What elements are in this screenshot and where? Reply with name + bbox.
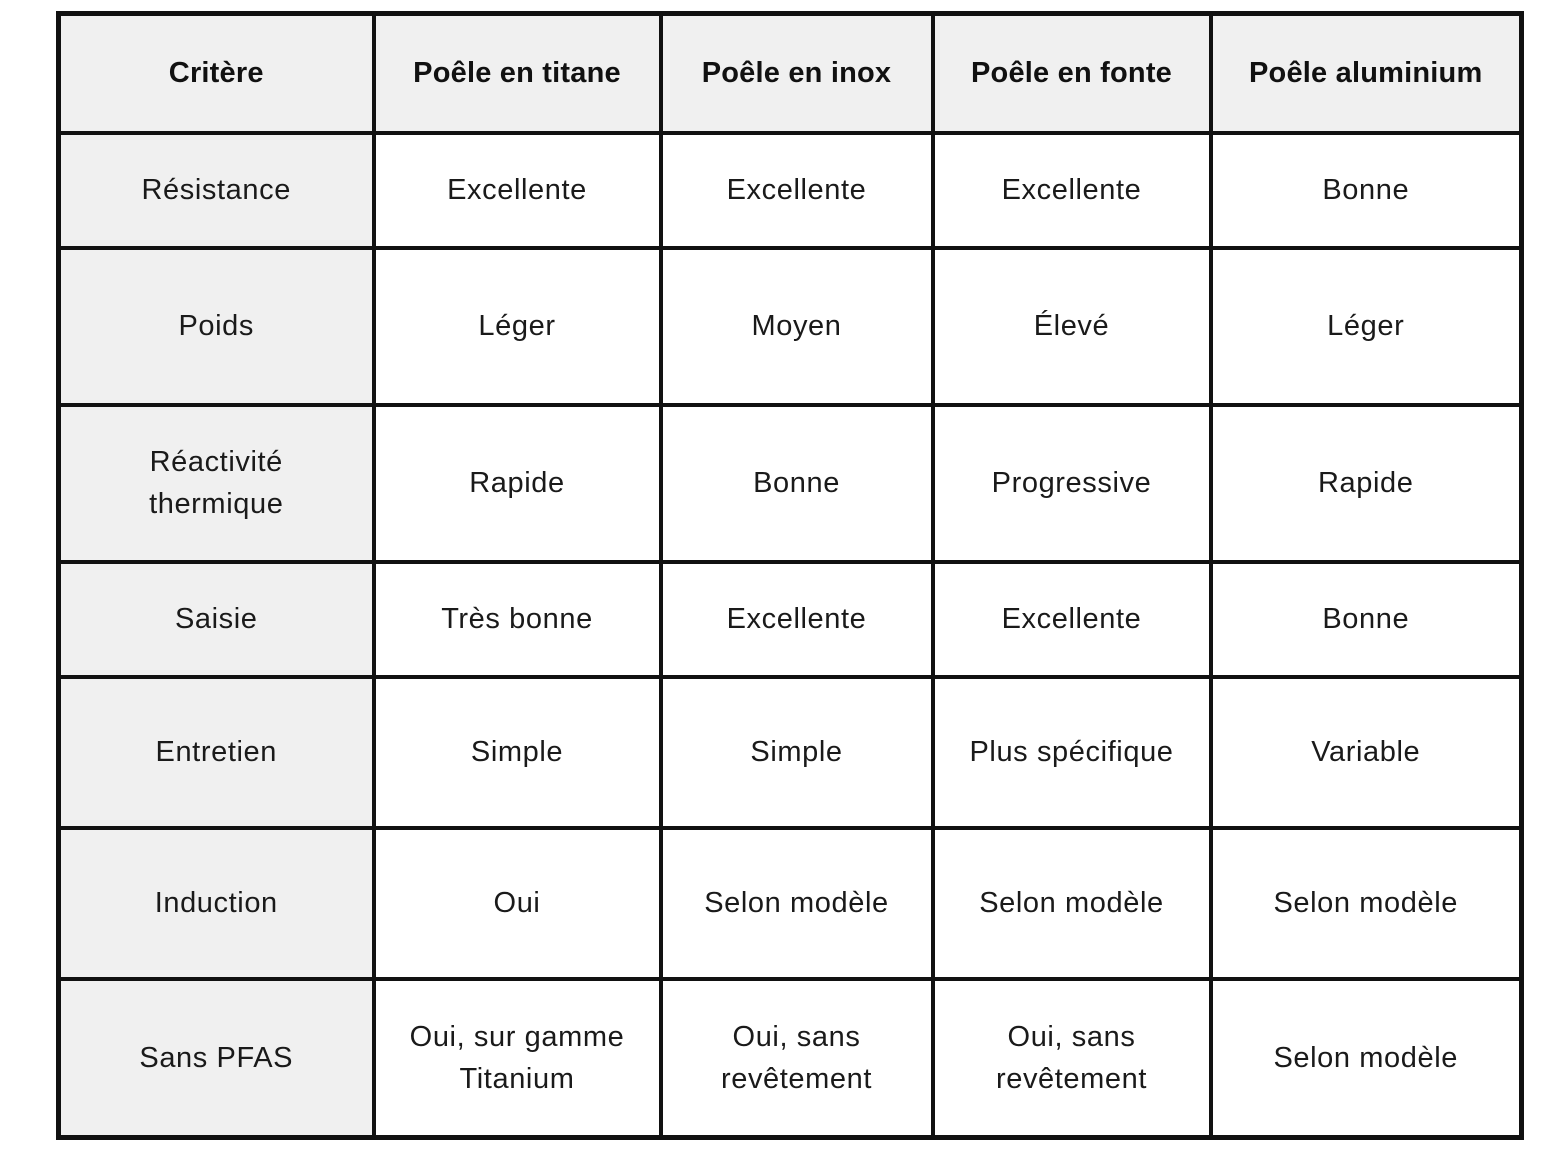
table-cell: Simple bbox=[374, 677, 661, 828]
table-cell: Moyen bbox=[661, 248, 933, 405]
table-cell: Léger bbox=[1211, 248, 1522, 405]
row-label: Entretien bbox=[59, 677, 374, 828]
table-cell: Élevé bbox=[933, 248, 1211, 405]
header-criterion: Critère bbox=[59, 14, 374, 133]
table-row-induction bbox=[59, 828, 1522, 979]
row-label: Résistance bbox=[59, 133, 374, 248]
table-row-weight bbox=[59, 248, 1522, 405]
table-cell: Progressive bbox=[933, 405, 1211, 562]
table-cell: Selon modèle bbox=[933, 828, 1211, 979]
row-label: Saisie bbox=[59, 562, 374, 677]
table-cell: Selon modèle bbox=[1211, 979, 1522, 1138]
table-cell: Bonne bbox=[1211, 562, 1522, 677]
table-cell: Excellente bbox=[661, 133, 933, 248]
table-cell: Oui, sur gamme Titanium bbox=[374, 979, 661, 1138]
table-cell: Plus spécifique bbox=[933, 677, 1211, 828]
table-cell: Bonne bbox=[661, 405, 933, 562]
table-cell: Excellente bbox=[933, 133, 1211, 248]
table-row-searing bbox=[59, 562, 1522, 677]
table-cell: Variable bbox=[1211, 677, 1522, 828]
table-cell: Rapide bbox=[374, 405, 661, 562]
table-row-thermal-reactivity bbox=[59, 405, 1522, 562]
table-cell: Oui, sans revêtement bbox=[933, 979, 1211, 1138]
table-row-resistance bbox=[59, 133, 1522, 248]
table-row-maintenance bbox=[59, 677, 1522, 828]
row-label: Réactivité thermique bbox=[59, 405, 374, 562]
table-cell: Rapide bbox=[1211, 405, 1522, 562]
table-cell: Bonne bbox=[1211, 133, 1522, 248]
comparison-table bbox=[56, 11, 1524, 1140]
table-cell: Selon modèle bbox=[1211, 828, 1522, 979]
table-cell: Excellente bbox=[933, 562, 1211, 677]
header-stainless-pan: Poêle en inox bbox=[661, 14, 933, 133]
table-cell: Oui bbox=[374, 828, 661, 979]
row-label: Induction bbox=[59, 828, 374, 979]
table-row-pfas-free bbox=[59, 979, 1522, 1138]
table-cell: Excellente bbox=[374, 133, 661, 248]
table-cell: Selon modèle bbox=[661, 828, 933, 979]
header-titanium-pan: Poêle en titane bbox=[374, 14, 661, 133]
table-cell: Léger bbox=[374, 248, 661, 405]
row-label: Poids bbox=[59, 248, 374, 405]
row-label: Sans PFAS bbox=[59, 979, 374, 1138]
header-aluminium-pan: Poêle aluminium bbox=[1211, 14, 1522, 133]
table-cell: Très bonne bbox=[374, 562, 661, 677]
table-cell: Oui, sans revêtement bbox=[661, 979, 933, 1138]
table-cell: Simple bbox=[661, 677, 933, 828]
header-cast-iron-pan: Poêle en fonte bbox=[933, 14, 1211, 133]
table-cell: Excellente bbox=[661, 562, 933, 677]
table-header-row bbox=[59, 14, 1522, 133]
